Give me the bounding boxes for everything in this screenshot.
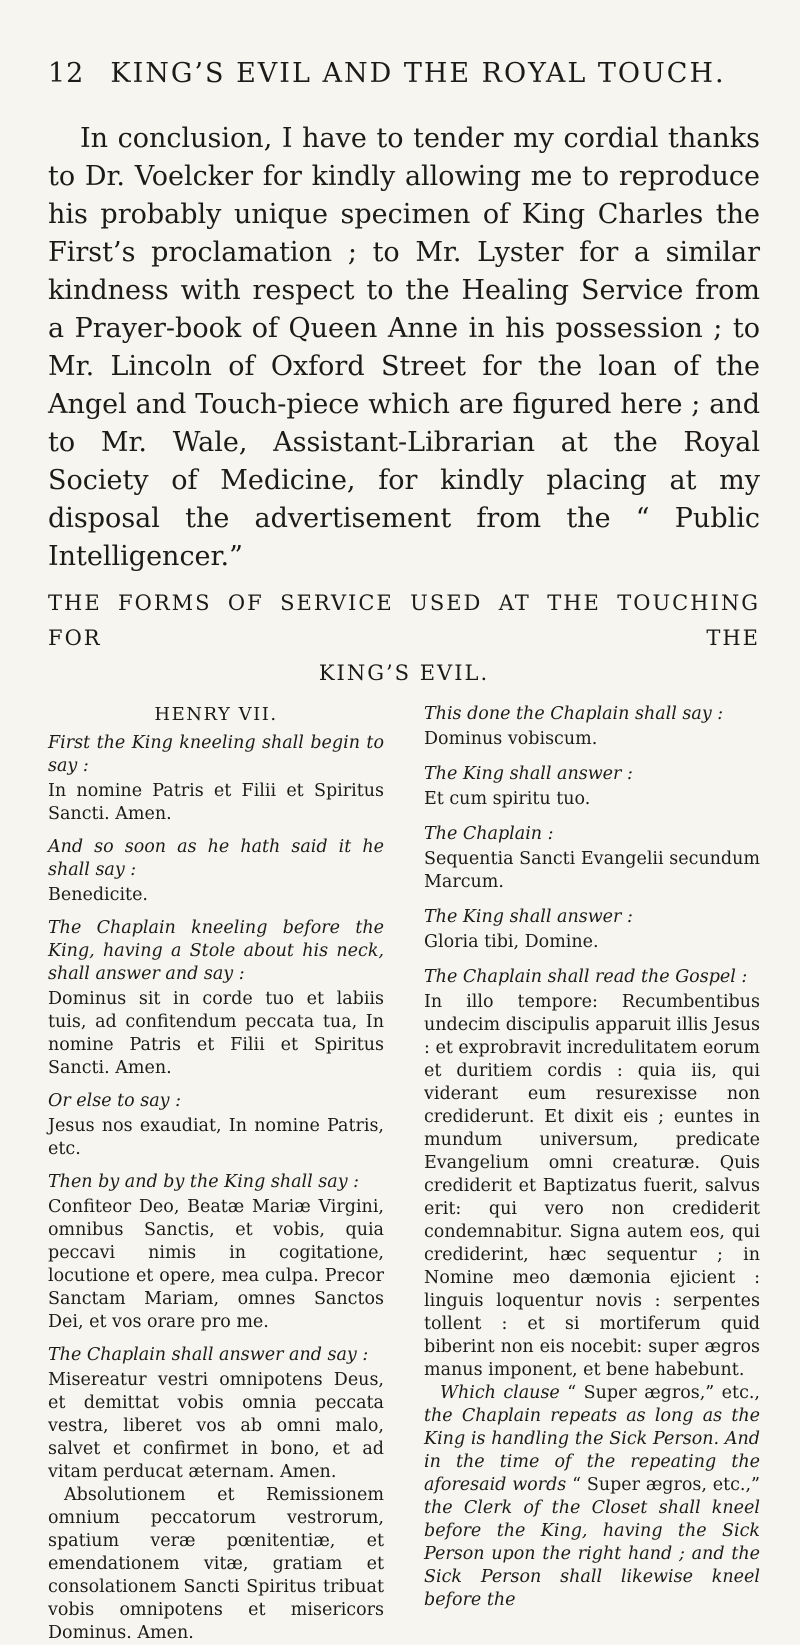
rubric: Then by and by the King shall say : (48, 1172, 360, 1192)
rubric: The Chaplain kneeling before the King, having a Stole about his neck, shall answer and say : (48, 918, 384, 984)
rubric: The King shall answer : (424, 764, 633, 784)
clause-roman-1: “ Super ægros,” etc., (567, 1383, 760, 1403)
liturgy-text: Sequentia Sancti Evangelii secundum Marcum. (424, 849, 760, 892)
right-column (424, 703, 760, 1645)
rubric: This done the Chaplain shall say : (424, 704, 724, 724)
section-title (48, 586, 760, 691)
rubric: The King shall answer : (424, 907, 633, 927)
intro-text: In conclusion, I have to tender my cordial thanks to Dr. Voelcker for kindly allowing me to reproduce his probably unique specimen of King Charles the First’s proclamation ; to Mr. Lyster for a similar kindness with respect to the Healing Service from a Prayer-book of Queen Anne in his possession ; to Mr. Lincoln of Oxford Street for the loan of the Angel and Touch-piece which are figured here ; and to Mr. Wale, Assistant-Librarian at the Royal Society of Medicine, for kindly placing at my disposal the advertisement from the “ Public Intelligencer.” (48, 123, 760, 572)
liturgy-text: Dominus vobiscum. (424, 729, 598, 749)
two-column-body (48, 703, 760, 1645)
page-number: 12 (48, 58, 85, 89)
section-title-line-2: KING’S EVIL. (318, 661, 490, 685)
liturgy-text: Gloria tibi, Domine. (424, 932, 599, 952)
gospel-text: In illo tempore: Recumbentibus undecim discipulis apparuit illis Jesus : et exprobravit incredulitatem eorum et duritiem cordis : quia iis, qui viderant eum resurexisse non crediderunt. Et dixit eis ; euntes in mundum universum, predicate Evangelium omni creaturæ. Quis crediderit et Baptizatus fuerit, salvus erit: qui vero non crediderit condemnabitur. Signa autem eos, qui crediderint, hæc sequentur ; in Nomine meo dæmonia ejicient : linguis loquentur novis : serpentes tollent : et si mortiferum quid biberint non eis nocebit: super ægros manus imponent, et bene habebunt. (424, 992, 761, 1380)
clause-italic-2: the Chaplain repeats as long as the King is handling the Sick Person. And in the time of the repeating the aforesaid words (424, 1406, 760, 1495)
liturgy-text: In nomine Patris et Filii et Spiritus Sancti. Amen. (48, 781, 384, 824)
section-title-line-1: THE FORMS OF SERVICE USED AT THE TOUCHING FOR THE (48, 591, 760, 650)
rubric: And so soon as he hath said it he shall say : (48, 837, 384, 880)
rubric: The Chaplain : (424, 824, 554, 844)
clause-italic-1: Which clause (440, 1383, 560, 1403)
liturgy-text: Confiteor Deo, Beatæ Mariæ Virgini, omnibus Sanctis, et vobis, quia peccavi nimis in cogitatione, locutione et opere, mea culpa. Precor Sanctam Mariam, omnes Sanctos Dei, et vos orare pro me. (48, 1197, 384, 1332)
intro-paragraph (48, 120, 760, 576)
liturgy-text: Et cum spiritu tuo. (424, 789, 591, 809)
liturgy-text: Misereatur vestri omnipotens Deus, et demittat vobis omnia peccata vestra, liberet vos ab omni malo, salvet et confirmet in bono, et ad vitam perducat æternam. Amen. (48, 1370, 384, 1482)
page-header (48, 58, 760, 98)
rubric: The Chaplain shall read the Gospel : (424, 967, 748, 987)
rubric: The Chaplain shall answer and say : (48, 1345, 369, 1365)
rubric: First the King kneeling shall begin to say : (48, 733, 384, 776)
absolution-text: Absolutionem et Remissionem omnium peccatorum vestrorum, spatium veræ pœnitentiæ, et emendationem vitæ, gratiam et consolationem Sancti Spiritus tribuat vobis omnipotens et misericors Dominus. Amen. (48, 1485, 384, 1643)
left-column (48, 703, 384, 1645)
rubric: Or else to say : (48, 1091, 182, 1111)
running-title: KING’S EVIL AND THE ROYAL TOUCH. (110, 58, 726, 89)
liturgy-text: Benedicite. (48, 885, 148, 905)
clause-paragraph (424, 1382, 760, 1612)
left-column-heading: HENRY VII. (154, 704, 278, 725)
liturgy-text: Dominus sit in corde tuo et labiis tuis, ad confitendum peccata tua, In nomine Patris et Filii et Spiritus Sancti. Amen. (48, 989, 384, 1078)
clause-roman-2: “ Super ægros, etc.,” (572, 1475, 760, 1495)
liturgy-text: Jesus nos exaudiat, In nomine Patris, etc. (48, 1116, 384, 1159)
document-page (48, 58, 760, 1645)
clause-italic-3: the Clerk of the Closet shall kneel before the King, having the Sick Person upon the right hand ; and the Sick Person shall likewise kneel before the (424, 1498, 760, 1610)
